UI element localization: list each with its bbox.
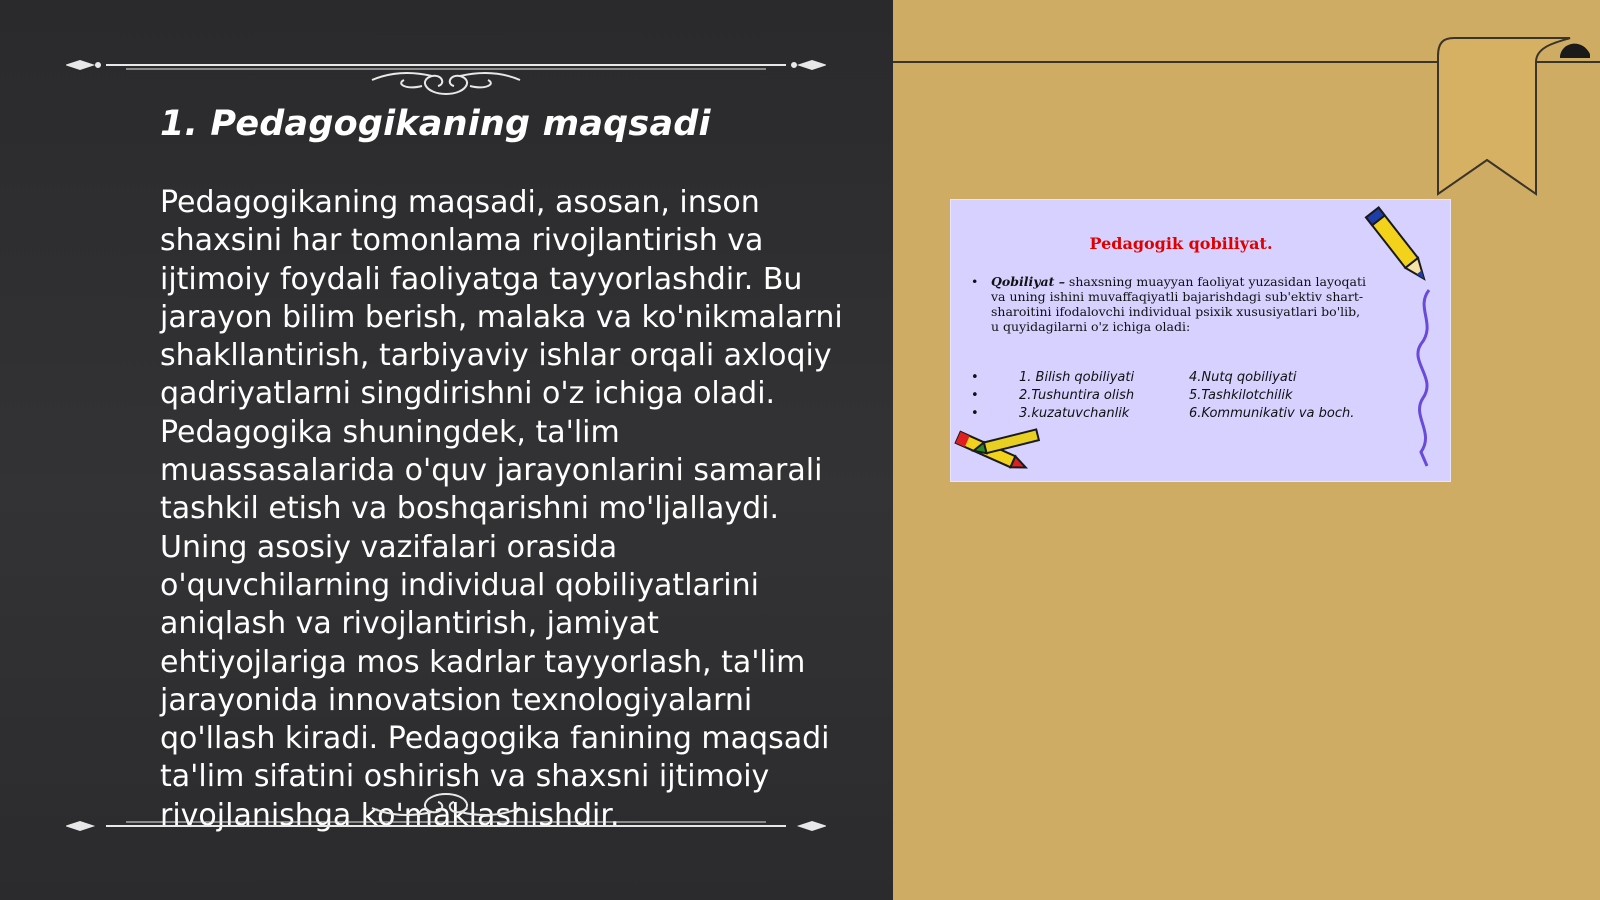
card-term: Qobiliyat – bbox=[991, 274, 1065, 289]
slide-title: 1. Pedagogikaning maqsadi bbox=[160, 104, 711, 144]
pedagogik-qobiliyat-image bbox=[951, 200, 1450, 481]
card-title: Pedagogik qobiliyat. bbox=[1089, 234, 1273, 253]
squiggle-decoration-icon bbox=[1411, 288, 1441, 468]
pencil-icon bbox=[1363, 202, 1433, 292]
list-item: • 1. Bilish qobiliyati 4.Nutq qobiliyati bbox=[971, 369, 1297, 385]
top-flourish-ornament bbox=[66, 50, 826, 100]
bookmark-ribbon-icon bbox=[1430, 34, 1600, 204]
card-definition-text: shaxsning muayyan faoliyat yuzasidan layoqati va uning ishini muvaffaqiyatli bajarishdagi sub'ektiv shart-sharoitini ifodalovchi individual psixik xususiyatlari bo'lib, u quyidagilarni o'z ichiga oladi: bbox=[991, 274, 1367, 334]
list-item: • 2.Tushuntira olish 5.Tashkilotchilik bbox=[971, 387, 1293, 403]
card-definition bbox=[971, 274, 1371, 334]
bottom-flourish-ornament bbox=[66, 784, 826, 834]
crayons-icon bbox=[951, 422, 1051, 478]
list-item: • 3.kuzatuvchanlik 6.Kommunikativ va boch. bbox=[971, 405, 1355, 421]
card-bullet: • bbox=[971, 274, 979, 289]
slide-body-text: Pedagogikaning maqsadi, asosan, inson shaxsini har tomonlama rivojlantirish va ijtimoiy foydali faoliyatga tayyorlashdir. Bu jarayon bilim berish, malaka va ko'nikmalarni shakllantirish, tarbiyaviy ishlar orqali axloqiy qadriyatlarni singdirishni o'z ichiga oladi. Pedagogika shuningdek, ta'lim muassasalarida o'quv jarayonlarini samarali tashkil etish va boshqarishni mo'ljallaydi. Uning asosiy vazifalari orasida o'quvchilarning individual qobiliyatlarini aniqlash va rivojlantirish, jamiyat ehtiyojlariga mos kadrlar tayyorlash, ta'lim jarayonida innovatsion texnologiyalarni qo'llash kiradi. Pedagogika fanining maqsadi ta'lim sifatini oshirish va shaxsni ijtimoiy rivojlanishga ko'maklashishdir. bbox=[160, 185, 843, 833]
card-ability-list bbox=[971, 368, 1391, 422]
